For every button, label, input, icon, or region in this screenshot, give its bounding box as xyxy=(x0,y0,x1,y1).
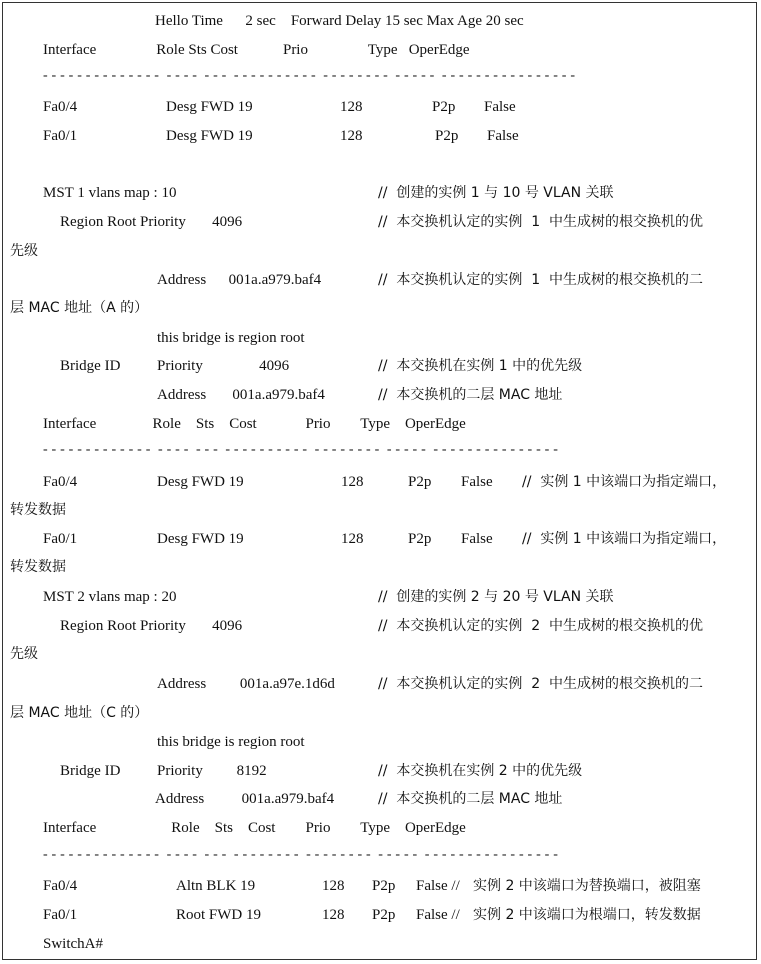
mst2-row-prio: 128 xyxy=(322,907,345,923)
mst1-bridge-id-label: Bridge ID xyxy=(60,358,121,374)
mst1-row-type: P2p xyxy=(408,474,432,490)
table-row-iface: Fa0/1 xyxy=(43,128,78,144)
mst1-row-comment: // 实例 1 中该端口为指定端口， xyxy=(522,474,727,490)
mst2-bridge-priority-comment: // 本交换机在实例 2 中的优先级 xyxy=(378,763,583,779)
mst1-table-header: Interface Role Sts Cost Prio Type OperEdge xyxy=(43,416,466,432)
mst2-row-role-sts-cost: Altn BLK 19 xyxy=(176,878,256,894)
mst2-region-root-note: this bridge is region root xyxy=(157,734,305,750)
mst1-row-type: P2p xyxy=(408,531,432,547)
mst1-row-iface: Fa0/4 xyxy=(43,474,78,490)
mst2-bridge-id-label: Bridge ID xyxy=(60,763,121,779)
mst1-root-address: Address 001a.a979.baf4 xyxy=(157,272,322,288)
separator-line: - - - - - - - - - - - - - - - - - - - - - - - - - - - - - - - - - - - - - - - - - - - - - - - - - - - - - - - - - - - - xyxy=(43,68,576,83)
mst1-vlan-map: MST 1 vlans map : 10 xyxy=(43,185,177,201)
table-header: Interface Role Sts Cost Prio Type OperEdge xyxy=(43,42,470,58)
table-row-role-sts-cost: Desg FWD 19 xyxy=(166,128,253,144)
mst1-region-root-comment-cont: 先级 xyxy=(10,243,38,259)
mst1-region-root-note: this bridge is region root xyxy=(157,330,305,346)
mst1-row-comment-cont: 转发数据 xyxy=(10,502,66,518)
mst1-region-root-comment: // 本交换机认定的实例 1 中生成树的根交换机的优 xyxy=(378,214,704,230)
mst2-row-edge: False // xyxy=(416,878,460,894)
mst2-bridge-address: Address 001a.a979.baf4 xyxy=(155,791,335,807)
mst2-row-prio: 128 xyxy=(322,878,345,894)
mst2-row-comment: 实例 2 中该端口为替换端口，被阻塞 xyxy=(473,878,701,894)
mst2-vlan-map: MST 2 vlans map : 20 xyxy=(43,589,177,605)
mst1-row-edge: False xyxy=(461,531,493,547)
mst1-row-role-sts-cost: Desg FWD 19 xyxy=(157,531,244,547)
mst1-row-edge: False xyxy=(461,474,493,490)
mst1-bridge-address: Address 001a.a979.baf4 xyxy=(157,387,325,403)
mst2-region-root: Region Root Priority 4096 xyxy=(60,618,243,634)
table-row-prio: 128 xyxy=(340,99,363,115)
mst2-region-root-comment: // 本交换机认定的实例 2 中生成树的根交换机的优 xyxy=(378,618,704,634)
mst1-row-prio: 128 xyxy=(341,474,364,490)
table-row-iface: Fa0/4 xyxy=(43,99,78,115)
mst1-row-comment: // 实例 1 中该端口为指定端口， xyxy=(522,531,727,547)
mst1-root-address-comment-cont: 层 MAC 地址（A 的） xyxy=(10,300,149,316)
mst2-separator-line: - - - - - - - - - - - - - - - - - - - - - - - - - - - - - - - - - - - - - - - - - - - - - - - - - - - - - - - - - - xyxy=(43,847,559,862)
table-row-edge: False xyxy=(484,99,516,115)
table-row-prio: 128 xyxy=(340,128,363,144)
mst1-bridge-priority: Priority 4096 xyxy=(157,358,290,374)
table-row-type: P2p xyxy=(435,128,459,144)
mst2-row-iface: Fa0/4 xyxy=(43,878,78,894)
mst2-region-root-comment-cont: 先级 xyxy=(10,646,38,662)
mst1-separator-line: - - - - - - - - - - - - - - - - - - - - - - - - - - - - - - - - - - - - - - - - - - - - - - - - - - - - - - - - - - xyxy=(43,442,559,457)
mst2-row-edge: False // xyxy=(416,907,460,923)
mst2-row-role-sts-cost: Root FWD 19 xyxy=(176,907,262,923)
mst2-root-address: Address 001a.a97e.1d6d xyxy=(157,676,335,692)
mst2-row-type: P2p xyxy=(372,907,396,923)
table-row-role-sts-cost: Desg FWD 19 xyxy=(166,99,253,115)
mst2-root-address-comment: // 本交换机认定的实例 2 中生成树的根交换机的二 xyxy=(378,676,704,692)
mst1-row-role-sts-cost: Desg FWD 19 xyxy=(157,474,244,490)
mst1-vlan-map-comment: // 创建的实例 1 与 10 号 VLAN 关联 xyxy=(378,185,614,201)
mst2-table-header: Interface Role Sts Cost Prio Type OperEdge xyxy=(43,820,466,836)
mst2-bridge-priority: Priority 8192 xyxy=(157,763,267,779)
mst1-row-prio: 128 xyxy=(341,531,364,547)
mst2-row-type: P2p xyxy=(372,878,396,894)
mst1-row-iface: Fa0/1 xyxy=(43,531,78,547)
mst2-row-comment: 实例 2 中该端口为根端口，转发数据 xyxy=(473,907,701,923)
mst1-bridge-address-comment: // 本交换机的二层 MAC 地址 xyxy=(378,387,563,403)
hello-time-line: Hello Time 2 sec Forward Delay 15 sec Max Age 20 sec xyxy=(155,13,524,29)
mst2-bridge-address-comment: // 本交换机的二层 MAC 地址 xyxy=(378,791,563,807)
mst1-root-address-comment: // 本交换机认定的实例 1 中生成树的根交换机的二 xyxy=(378,272,704,288)
mst1-region-root: Region Root Priority 4096 xyxy=(60,214,243,230)
mst2-row-iface: Fa0/1 xyxy=(43,907,78,923)
mst2-root-address-comment-cont: 层 MAC 地址（C 的） xyxy=(10,705,149,721)
mst2-vlan-map-comment: // 创建的实例 2 与 20 号 VLAN 关联 xyxy=(378,589,614,605)
table-row-edge: False xyxy=(487,128,519,144)
table-row-type: P2p xyxy=(432,99,456,115)
mst1-bridge-priority-comment: // 本交换机在实例 1 中的优先级 xyxy=(378,358,583,374)
mst1-row-comment-cont: 转发数据 xyxy=(10,559,66,575)
cli-prompt: SwitchA# xyxy=(43,936,103,952)
